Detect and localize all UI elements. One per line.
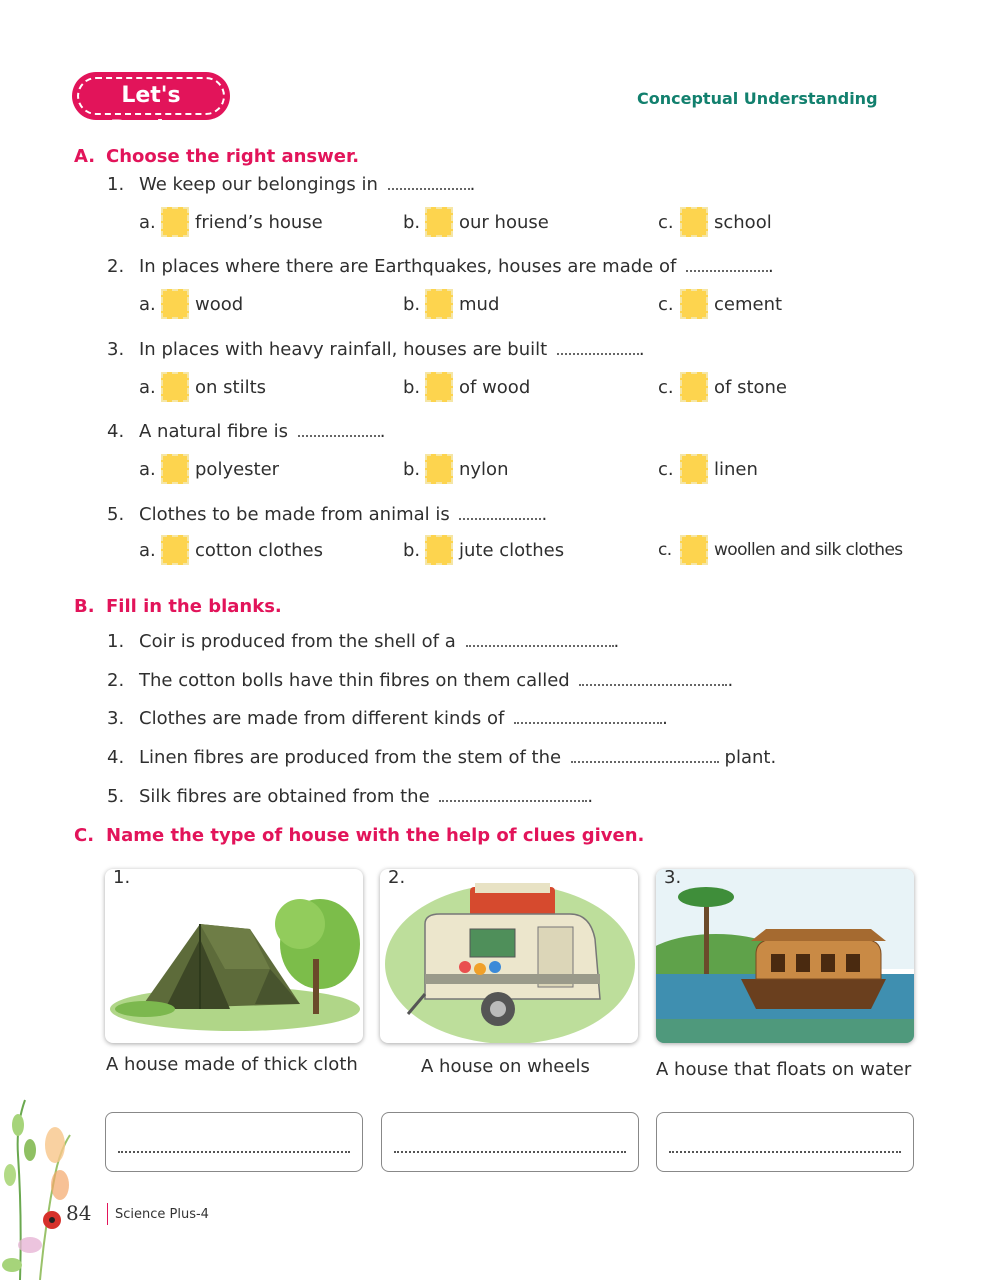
- tick-box[interactable]: [425, 289, 453, 319]
- option-text: of wood: [459, 376, 531, 398]
- houseboat-caption: A house that floats on water: [656, 1059, 912, 1080]
- badge-label: Let's Revise: [77, 77, 225, 115]
- lets-revise-badge: [74, 74, 228, 142]
- card-number: 1.: [113, 869, 131, 888]
- option-text: friend’s house: [195, 211, 323, 233]
- fill-blank[interactable]: [571, 747, 719, 763]
- full-stop: .: [613, 631, 620, 652]
- section-a-heading: [74, 146, 359, 167]
- option-text: on stilts: [195, 376, 267, 398]
- option-4b[interactable]: [403, 454, 508, 484]
- section-b-heading: [74, 596, 282, 617]
- item-number: 2.: [107, 670, 125, 691]
- option-letter: b.: [403, 293, 421, 315]
- option-letter: b.: [403, 458, 421, 480]
- option-letter: c.: [658, 211, 674, 233]
- option-text: polyester: [195, 458, 280, 480]
- item-text: Silk fibres are obtained from the: [139, 786, 430, 807]
- question-text: We keep our belongings in: [139, 174, 378, 195]
- full-stop: .: [469, 174, 476, 195]
- item-text-after: plant.: [724, 747, 777, 768]
- question-3: [107, 339, 645, 360]
- question-text: In places where there are Earthquakes, houses are made of: [139, 256, 677, 277]
- option-1b[interactable]: [403, 207, 549, 237]
- full-stop: .: [638, 339, 645, 360]
- item-text: Coir is produced from the shell of a: [139, 631, 456, 652]
- option-letter: a.: [139, 211, 156, 233]
- tent-caption: A house made of thick cloth: [106, 1054, 358, 1075]
- option-letter: c.: [658, 458, 674, 480]
- item-text: Clothes are made from different kinds of: [139, 708, 505, 729]
- section-letter: C.: [74, 825, 95, 846]
- book-title: Science Plus-4: [115, 1207, 209, 1222]
- section-c-heading: [74, 825, 644, 846]
- tent-card: [105, 869, 363, 1043]
- question-text: A natural fibre is: [139, 421, 289, 442]
- answer-line: [118, 1151, 350, 1153]
- tick-box[interactable]: [680, 372, 708, 402]
- blank-item-3: [107, 708, 668, 729]
- item-number: 3.: [107, 708, 125, 729]
- caravan-caption: A house on wheels: [421, 1056, 590, 1077]
- option-text: cotton clothes: [195, 539, 323, 561]
- answer-box-2[interactable]: [381, 1112, 639, 1172]
- option-letter: a.: [139, 293, 156, 315]
- full-stop: .: [727, 670, 734, 691]
- option-2b[interactable]: [403, 289, 499, 319]
- option-3c[interactable]: [658, 372, 787, 402]
- option-2c[interactable]: [658, 289, 782, 319]
- option-1a[interactable]: [139, 207, 323, 237]
- option-letter: c.: [658, 376, 674, 398]
- blank-item-2: [107, 670, 733, 691]
- question-number: 3.: [107, 339, 125, 360]
- question-4: [107, 421, 386, 442]
- option-text: nylon: [459, 458, 509, 480]
- item-number: 4.: [107, 747, 125, 768]
- option-text: wood: [195, 293, 244, 315]
- fill-blank[interactable]: [579, 670, 727, 686]
- answer-blank[interactable]: [459, 504, 541, 520]
- section-title: Name the type of house with the help of clues given.: [106, 825, 645, 846]
- tick-box[interactable]: [161, 535, 189, 565]
- full-stop: .: [768, 256, 774, 277]
- tick-box[interactable]: [161, 372, 189, 402]
- question-5: [107, 504, 547, 525]
- answer-box-3[interactable]: [656, 1112, 914, 1172]
- conceptual-tag: Conceptual Understanding: [637, 89, 878, 108]
- answer-line: [669, 1151, 901, 1153]
- question-number: 4.: [107, 421, 125, 442]
- tick-box[interactable]: [425, 454, 453, 484]
- tick-box[interactable]: [161, 289, 189, 319]
- tick-box[interactable]: [161, 207, 189, 237]
- section-letter: B.: [74, 596, 95, 617]
- question-number: 2.: [107, 256, 125, 277]
- option-3b[interactable]: [403, 372, 530, 402]
- footer-divider: [107, 1203, 108, 1225]
- caravan-image: [380, 869, 638, 1043]
- option-4c[interactable]: [658, 454, 758, 484]
- option-text: of stone: [714, 376, 788, 398]
- section-title: Fill in the blanks.: [106, 596, 282, 617]
- tick-box[interactable]: [680, 289, 708, 319]
- question-number: 1.: [107, 174, 125, 195]
- full-stop: .: [662, 708, 668, 729]
- question-1: [107, 174, 475, 195]
- option-letter: a.: [139, 539, 156, 561]
- caravan-card: [380, 869, 638, 1043]
- full-stop: .: [587, 786, 594, 807]
- option-letter: c.: [658, 540, 672, 560]
- answer-blank[interactable]: [557, 339, 639, 355]
- answer-blank[interactable]: [388, 174, 470, 190]
- item-number: 5.: [107, 786, 125, 807]
- option-letter: a.: [139, 458, 156, 480]
- tick-box[interactable]: [680, 207, 708, 237]
- blank-item-1: [107, 631, 619, 652]
- tick-box[interactable]: [425, 207, 453, 237]
- option-text: jute clothes: [459, 539, 565, 561]
- blank-item-5: [107, 786, 593, 807]
- option-letter: b.: [403, 211, 421, 233]
- full-stop: .: [541, 504, 548, 525]
- section-title: Choose the right answer.: [106, 146, 360, 167]
- answer-blank[interactable]: [686, 256, 768, 272]
- answer-box-1[interactable]: [105, 1112, 363, 1172]
- fill-blank[interactable]: [514, 708, 662, 724]
- tick-box[interactable]: [680, 535, 708, 565]
- item-text: Linen fibres are produced from the stem of the: [139, 747, 562, 768]
- section-letter: A.: [74, 146, 96, 167]
- answer-blank[interactable]: [298, 421, 380, 437]
- option-2a[interactable]: [139, 289, 243, 319]
- option-text: linen: [714, 458, 758, 480]
- option-5a[interactable]: [139, 535, 323, 565]
- flower-decoration-icon: [0, 1095, 75, 1280]
- tick-box[interactable]: [680, 454, 708, 484]
- houseboat-card: [656, 869, 914, 1043]
- fill-blank[interactable]: [466, 631, 614, 647]
- option-1c[interactable]: [658, 207, 772, 237]
- fill-blank[interactable]: [439, 786, 587, 802]
- option-text: school: [714, 211, 772, 233]
- option-letter: a.: [139, 376, 156, 398]
- houseboat-image: [656, 869, 914, 1043]
- tick-box[interactable]: [161, 454, 189, 484]
- option-3a[interactable]: [139, 372, 266, 402]
- page-number: 84: [66, 1201, 92, 1225]
- full-stop: .: [379, 421, 386, 442]
- option-text: our house: [459, 211, 549, 233]
- option-text: mud: [459, 293, 500, 315]
- option-4a[interactable]: [139, 454, 279, 484]
- option-text: cement: [714, 293, 783, 315]
- question-text: In places with heavy rainfall, houses are built: [139, 339, 548, 360]
- option-letter: c.: [658, 293, 674, 315]
- card-number: 3.: [664, 869, 682, 888]
- tick-box[interactable]: [425, 535, 453, 565]
- option-letter: b.: [403, 539, 421, 561]
- option-5c[interactable]: [658, 535, 903, 565]
- option-5b[interactable]: [403, 535, 564, 565]
- option-letter: b.: [403, 376, 421, 398]
- question-text: Clothes to be made from animal is: [139, 504, 450, 525]
- card-number: 2.: [388, 869, 406, 888]
- item-number: 1.: [107, 631, 125, 652]
- tent-image: [105, 869, 363, 1043]
- blank-item-4: [107, 747, 776, 768]
- question-number: 5.: [107, 504, 125, 525]
- question-2: [107, 256, 774, 277]
- item-text: The cotton bolls have thin fibres on them called: [139, 670, 570, 691]
- answer-line: [394, 1151, 626, 1153]
- option-text: woollen and silk clothes: [714, 540, 903, 560]
- tick-box[interactable]: [425, 372, 453, 402]
